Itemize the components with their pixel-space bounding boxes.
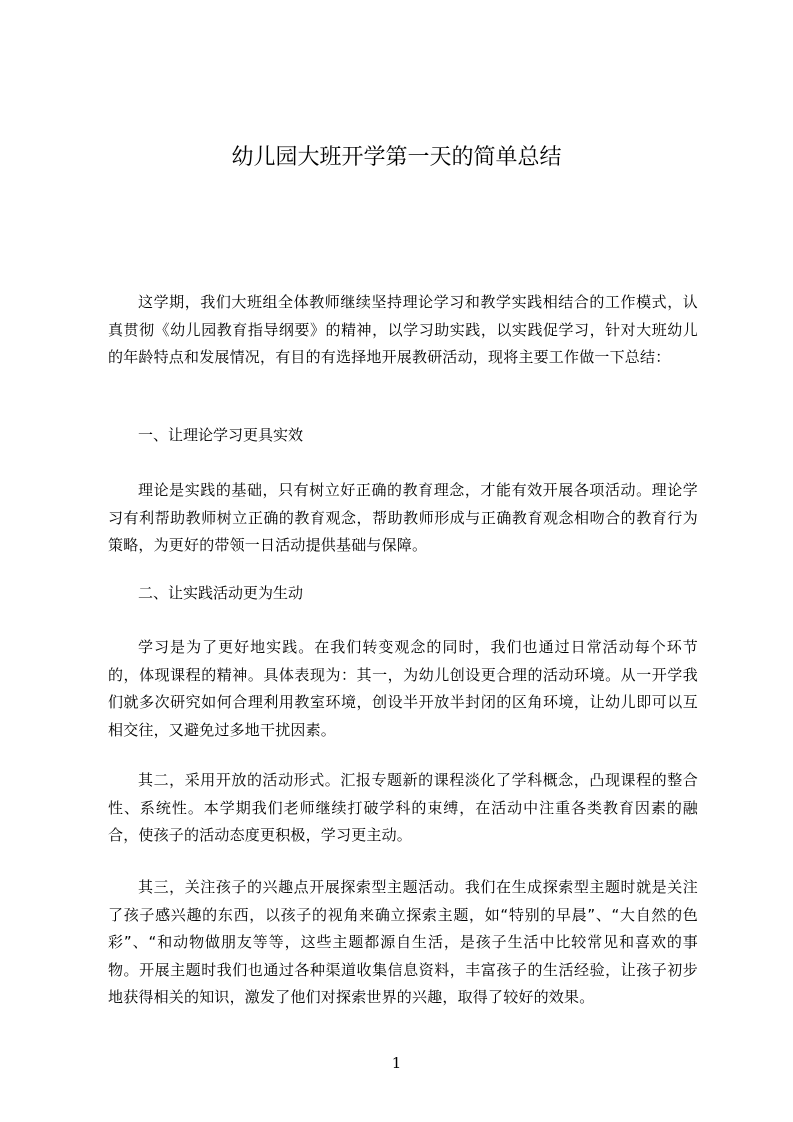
document-title: 幼儿园大班开学第一天的简单总结	[231, 145, 562, 170]
section-2-paragraph-1: 学习是为了更好地实践。在我们转变观念的同时，我们也通过日常活动每个环节的，体现课程的精神。具体表现为：其一，为幼儿创设更合理的活动环境。从一开学我们就多次研究如何合理利用教室环境，创设半开放半封闭的区角环境，让幼儿即可以互相交往，又避免过多地干扰因素。	[108, 638, 698, 739]
section-1-heading: 一、让理论学习更具实效	[138, 426, 304, 444]
section-1-paragraph: 理论是实践的基础，只有树立好正确的教育理念，才能有效开展各项活动。理论学习有利帮助教师树立正确的教育观念，帮助教师形成与正确教育观念相吻合的教育行为策略，为更好的带领一日活动提供基础与保障。	[108, 481, 698, 554]
section-2-heading: 二、让实践活动更为生动	[138, 584, 304, 602]
page-number: 1	[391, 1054, 402, 1072]
intro-paragraph: 这学期，我们大班组全体教师继续坚持理论学习和教学实践相结合的工作模式，认真贯彻《幼儿园教育指导纲要》的精神，以学习助实践，以实践促学习，针对大班幼儿的年龄特点和发展情况，有目的有选择地开展教研活动，现将主要工作做一下总结：	[108, 293, 698, 366]
section-2-paragraph-2: 其二，采用开放的活动形式。汇报专题新的课程淡化了学科概念，凸现课程的整合性、系统性。本学期我们老师继续打破学科的束缚，在活动中注重各类教育因素的融合，使孩子的活动态度更积极，学习更主动。	[108, 771, 698, 844]
section-2-paragraph-3: 其三，关注孩子的兴趣点开展探索型主题活动。我们在生成探索型主题时就是关注了孩子感兴趣的东西，以孩子的视角来确立探索主题，如“特别的早晨”、“大自然的色彩”、“和动物做朋友等等，这些主题都源自生活，是孩子生活中比较常见和喜欢的事物。开展主题时我们也通过各种渠道收集信息资料，丰富孩子的生活经验，让孩子初步地获得相关的知识，激发了他们对探索世界的兴趣，取得了较好的效果。	[108, 878, 698, 1006]
